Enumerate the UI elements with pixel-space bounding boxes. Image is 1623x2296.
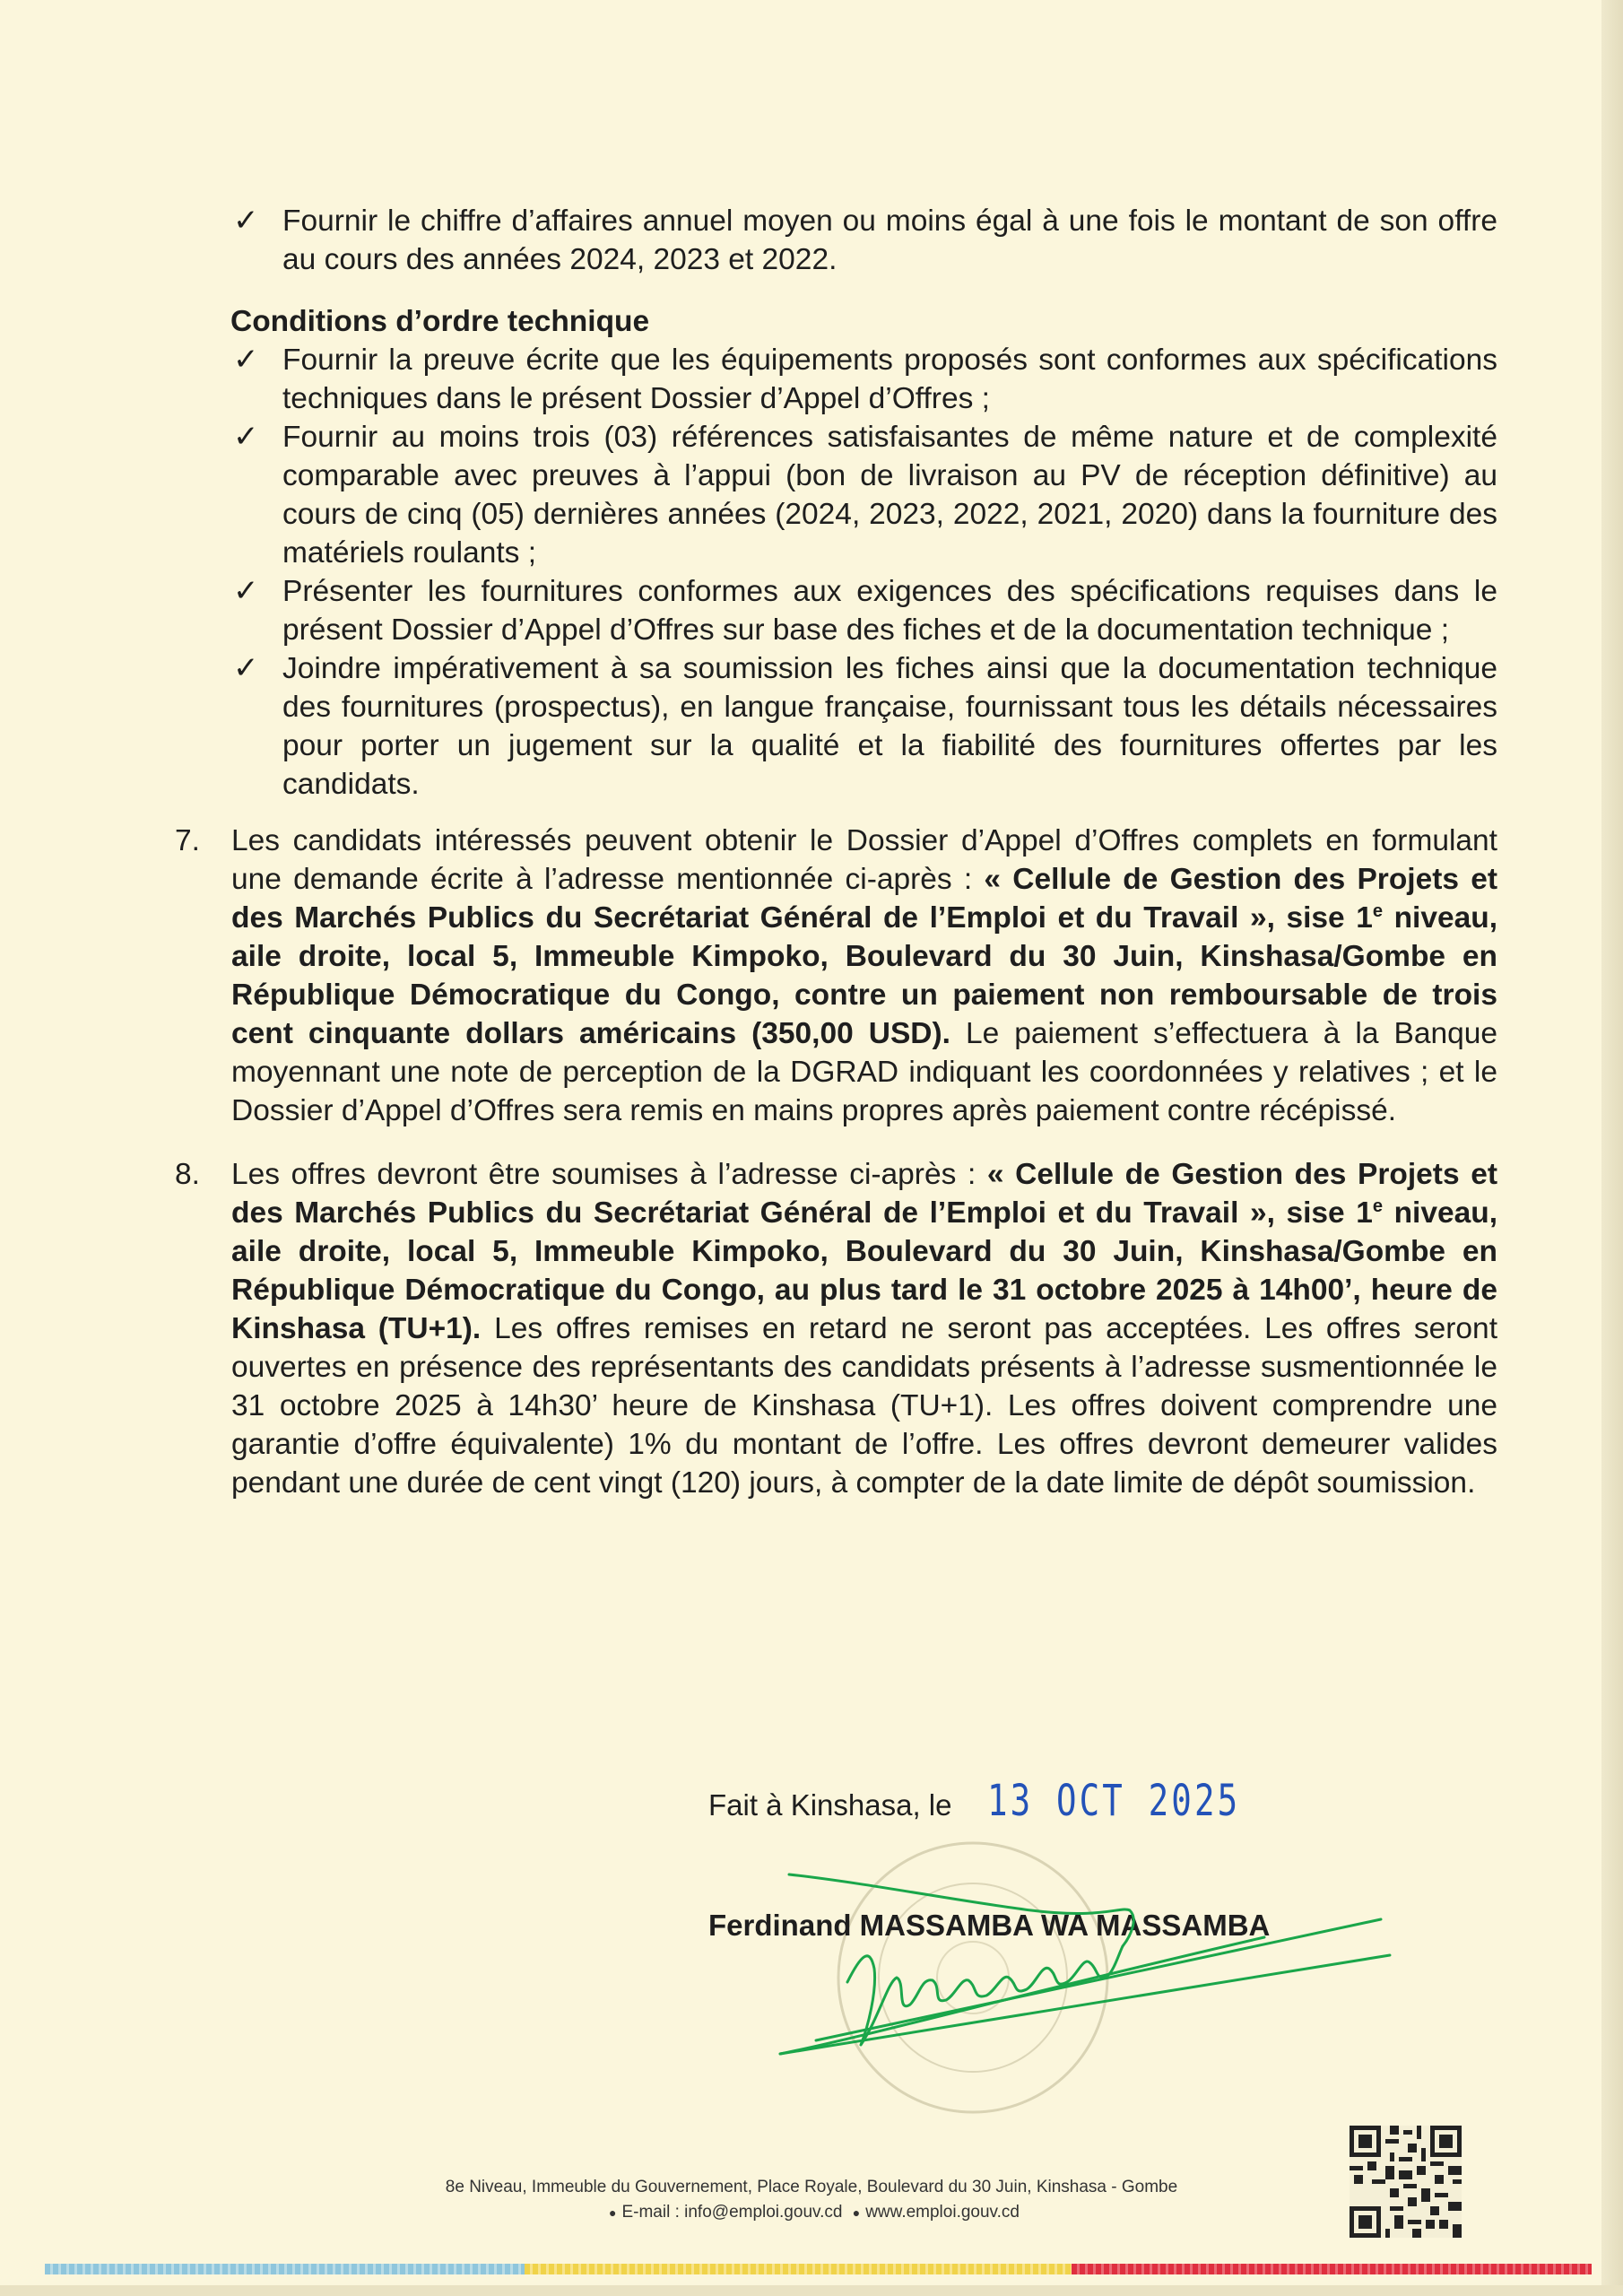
item-intro: Les candidats intéressés peuvent obtenir le Dossier d’Appel d’Offres complets en formulant une demande écrite à l’adresse mentionnée ci-après :: [231, 824, 1497, 896]
checkmark-icon: ✓: [233, 650, 259, 686]
technical-conditions-heading: Conditions d’ordre technique: [230, 305, 650, 338]
bullet-dot-icon: ●: [852, 2205, 861, 2220]
scan-edge: [1601, 0, 1623, 2296]
handwritten-signature-icon: [762, 1812, 1444, 2081]
item-7: [166, 822, 1497, 1130]
flag-stripe-blue: [45, 2264, 525, 2274]
qr-code-icon: [1350, 2126, 1462, 2238]
item-rest: Le paiement s’effectuera à la Banque moyennant une note de perception de la DGRAD indiquant les coordonnées y relatives ; et le Dossier d’Appel d’Offres sera remis en mains propres après paiement contre récépissé.: [231, 1017, 1497, 1127]
bullet-text: Joindre impérativement à sa soumission les fiches ainsi que la documentation technique des fournitures (prospectus), en langue française, fournissant tous les détails nécessaires pour porter un jugement sur la qualité et la fiabilité des fournitures offertes par les candidats.: [282, 652, 1497, 801]
flag-stripe-red: [1072, 2264, 1592, 2274]
checkmark-icon: ✓: [233, 203, 259, 239]
document-body: [166, 202, 1497, 1502]
item-intro: Les offres devront être soumises à l’adresse ci-après :: [231, 1158, 987, 1191]
item-bold-address: « Cellule de Gestion des Projets et des Marchés Publics du Secrétariat Général de l’Emploi et du Travail », sise 1e niveau, aile droite, local 5, Immeuble Kimpoko, Boulevard du 30 Juin, Kinshasa/Gombe en République Démocratique du Congo, contre un paiement non remboursable de trois cent cinquante dollars américains (350,00 USD).: [231, 863, 1498, 1050]
financial-bullet: [233, 202, 1497, 279]
technical-bullet: [233, 572, 1497, 649]
bullet-text: Fournir le chiffre d’affaires annuel moyen ou moins égal à une fois le montant de son offre au cours des années 2024, 2023 et 2022.: [282, 204, 1497, 276]
item-8: [166, 1155, 1497, 1502]
item-text: [231, 1155, 1497, 1502]
bullet-text: Présenter les fournitures conformes aux exigences des spécifications requises dans le présent Dossier d’Appel d’Offres sur base des fiches et de la documentation technique ;: [282, 575, 1497, 647]
checkmark-icon: ✓: [233, 573, 259, 609]
item-number: 7.: [175, 824, 200, 857]
item-number: 8.: [175, 1158, 200, 1191]
bullet-dot-icon: ●: [609, 2205, 617, 2220]
footer-email: E-mail : info@emploi.gouv.cd: [621, 2203, 843, 2222]
technical-bullet: [233, 649, 1497, 804]
footer-website: www.emploi.gouv.cd: [865, 2203, 1020, 2222]
bullet-text: Fournir la preuve écrite que les équipements proposés sont conformes aux spécifications techniques dans le présent Dossier d’Appel d’Offres ;: [282, 344, 1497, 415]
place-label: Fait à Kinshasa, le: [708, 1788, 952, 1822]
technical-bullet: [233, 418, 1497, 572]
checkmark-icon: ✓: [233, 419, 259, 455]
checkmark-icon: ✓: [233, 342, 259, 378]
item-text: [231, 822, 1497, 1130]
date-stamp: 13 OCT 2025: [987, 1776, 1241, 1826]
item-bold-address: « Cellule de Gestion des Projets et des Marchés Publics du Secrétariat Général de l’Emploi et du Travail », sise 1e niveau, aile droite, local 5, Immeuble Kimpoko, Boulevard du 30 Juin, Kinshasa/Gombe en République Démocratique du Congo, au plus tard le 31 octobre 2025 à 14h00’, heure de Kinshasa (TU+1).: [231, 1158, 1498, 1345]
footer-address: 8e Niveau, Immeuble du Gouvernement, Place Royale, Boulevard du 30 Juin, Kinshasa - Gombe: [445, 2178, 1178, 2196]
flag-stripe-yellow: [525, 2264, 1072, 2274]
item-rest: Les offres remises en retard ne seront pas acceptées. Les offres seront ouvertes en présence des représentants des candidats présents à l’adresse susmentionnée le 31 octobre 2025 à 14h30’ heure de Kinshasa (TU+1). Les offres doivent comprendre une garantie d’offre équivalente) 1% du montant de l’offre. Les offres devront demeurer valides pendant une durée de cent vingt (120) jours, à compter de la date limite de dépôt soumission.: [231, 1312, 1497, 1500]
signer-name: Ferdinand MASSAMBA WA MASSAMBA: [708, 1909, 1271, 1942]
technical-bullet: [233, 341, 1497, 418]
bullet-text: Fournir au moins trois (03) références satisfaisantes de même nature et de complexité comparable avec preuves à l’appui (bon de livraison au PV de réception définitive) au cours de cinq (05) dernières années (2024, 2023, 2022, 2021, 2020) dans la fourniture des matériels roulants ;: [282, 421, 1497, 570]
scan-bottom-edge: [0, 2285, 1623, 2296]
